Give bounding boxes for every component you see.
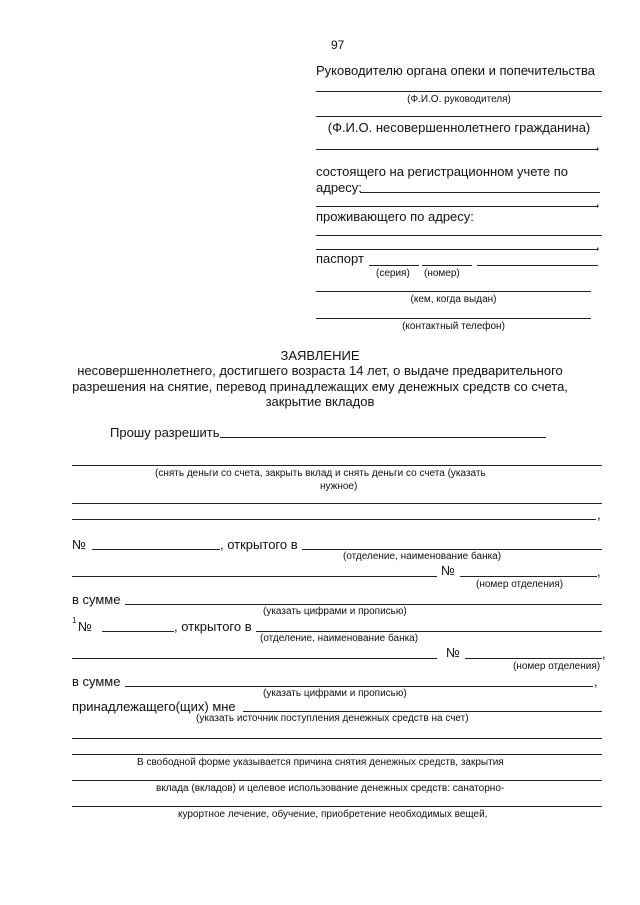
head-fio-line[interactable] — [316, 91, 602, 92]
head-fio-hint: (Ф.И.О. руководителя) — [407, 94, 511, 105]
residing-address-line-2[interactable] — [316, 249, 598, 250]
passport-extra-line[interactable] — [477, 265, 598, 266]
account2-no-line[interactable] — [102, 631, 174, 632]
minor-fio-line[interactable] — [316, 149, 598, 150]
free-form-line-1[interactable] — [72, 754, 602, 755]
account2-no-label: № — [78, 619, 92, 634]
account-no-line[interactable] — [92, 549, 220, 550]
bank-line-2[interactable] — [72, 576, 437, 577]
bank2-line[interactable] — [256, 631, 602, 632]
comma: , — [597, 507, 601, 522]
action-hint-line1: (снять деньги со счета, закрыть вклад и снять деньги со счета (указать — [155, 468, 486, 479]
registered-text-line1: состоящего на регистрационном учете по — [316, 164, 568, 179]
amount2-line[interactable] — [125, 686, 593, 687]
passport-series-line[interactable] — [369, 265, 419, 266]
source-hint: (указать источник поступления денежных средств на счет) — [196, 713, 469, 724]
request-label: Прошу разрешить — [110, 425, 220, 440]
comma: , — [594, 674, 598, 689]
account-no-label: № — [72, 537, 86, 552]
belonging-line[interactable] — [243, 711, 602, 712]
branch-no-label: № — [441, 563, 455, 578]
phone-hint: (контактный телефон) — [402, 321, 505, 332]
amount2-label: в сумме — [72, 674, 121, 689]
branch2-no-hint: (номер отделения) — [513, 661, 601, 672]
request-line[interactable] — [220, 437, 546, 438]
comma: , — [596, 137, 600, 152]
amount-line[interactable] — [125, 604, 602, 605]
opened-in2-label: , открытого в — [174, 619, 252, 634]
minor-fio-label: (Ф.И.О. несовершеннолетнего гражданина) — [327, 120, 591, 135]
document-heading: ЗАЯВЛЕНИЕ — [280, 348, 360, 363]
source-line-2[interactable] — [72, 738, 602, 739]
belonging-label: принадлежащего(щих) мне — [72, 699, 236, 714]
action-hint-line2: нужное) — [320, 481, 358, 492]
comma: , — [596, 194, 600, 209]
passport-number-line[interactable] — [422, 265, 472, 266]
branch-no-hint: (номер отделения) — [476, 579, 564, 590]
free-form-text-1: В свободной форме указывается причина снятия денежных средств, закрытия — [137, 757, 504, 768]
amount-hint: (указать цифрами и прописью) — [263, 606, 407, 617]
bank2-line-2[interactable] — [72, 658, 437, 659]
residing-text: проживающего по адресу: — [316, 209, 474, 224]
passport-label: паспорт — [316, 251, 364, 266]
amount-label: в сумме — [72, 592, 121, 607]
branch2-no-line[interactable] — [465, 658, 602, 659]
residing-address-line[interactable] — [316, 235, 602, 236]
free-form-line-3[interactable] — [72, 806, 602, 807]
comma: , — [602, 646, 606, 661]
free-form-line-2[interactable] — [72, 780, 602, 781]
comma: , — [597, 564, 601, 579]
opened-in-label: , открытого в — [220, 537, 298, 552]
issued-hint: (кем, когда выдан) — [410, 294, 497, 305]
series-hint: (серия) — [376, 268, 410, 279]
title-line-1: несовершеннолетнего, достигшего возраста 14 лет, о выдаче предварительного — [77, 363, 563, 378]
registered-address-line[interactable] — [360, 192, 600, 193]
addressee-text: Руководителю органа опеки и попечительства — [316, 63, 595, 78]
branch-hint: (отделение, наименование банка) — [343, 551, 502, 562]
action-line-3[interactable] — [72, 519, 596, 520]
title-line-3: закрытие вкладов — [265, 394, 375, 409]
free-form-text-2: вклада (вкладов) и целевое использование денежных средств: санаторно- — [156, 783, 505, 794]
footnote-mark: 1 — [72, 616, 77, 625]
free-form-text-3: курортное лечение, обучение, приобретение необходимых вещей, — [178, 809, 488, 820]
registered-address-line-2[interactable] — [316, 206, 598, 207]
head-fio-line-2[interactable] — [316, 116, 602, 117]
title-line-2: разрешения на снятие, перевод принадлежащих ему денежных средств со счета, — [72, 379, 568, 394]
page-number: 97 — [331, 38, 345, 52]
bank-line[interactable] — [302, 549, 602, 550]
phone-line[interactable] — [316, 318, 591, 319]
amount2-hint: (указать цифрами и прописью) — [263, 688, 407, 699]
action-line[interactable] — [72, 465, 602, 466]
comma: , — [596, 237, 600, 252]
action-line-2[interactable] — [72, 503, 602, 504]
number-hint: (номер) — [424, 268, 460, 279]
branch-no-line[interactable] — [460, 576, 597, 577]
registered-text-line2: адресу: — [316, 180, 362, 195]
branch2-hint: (отделение, наименование банка) — [260, 633, 419, 644]
issued-line[interactable] — [316, 291, 591, 292]
branch2-no-label: № — [446, 645, 460, 660]
